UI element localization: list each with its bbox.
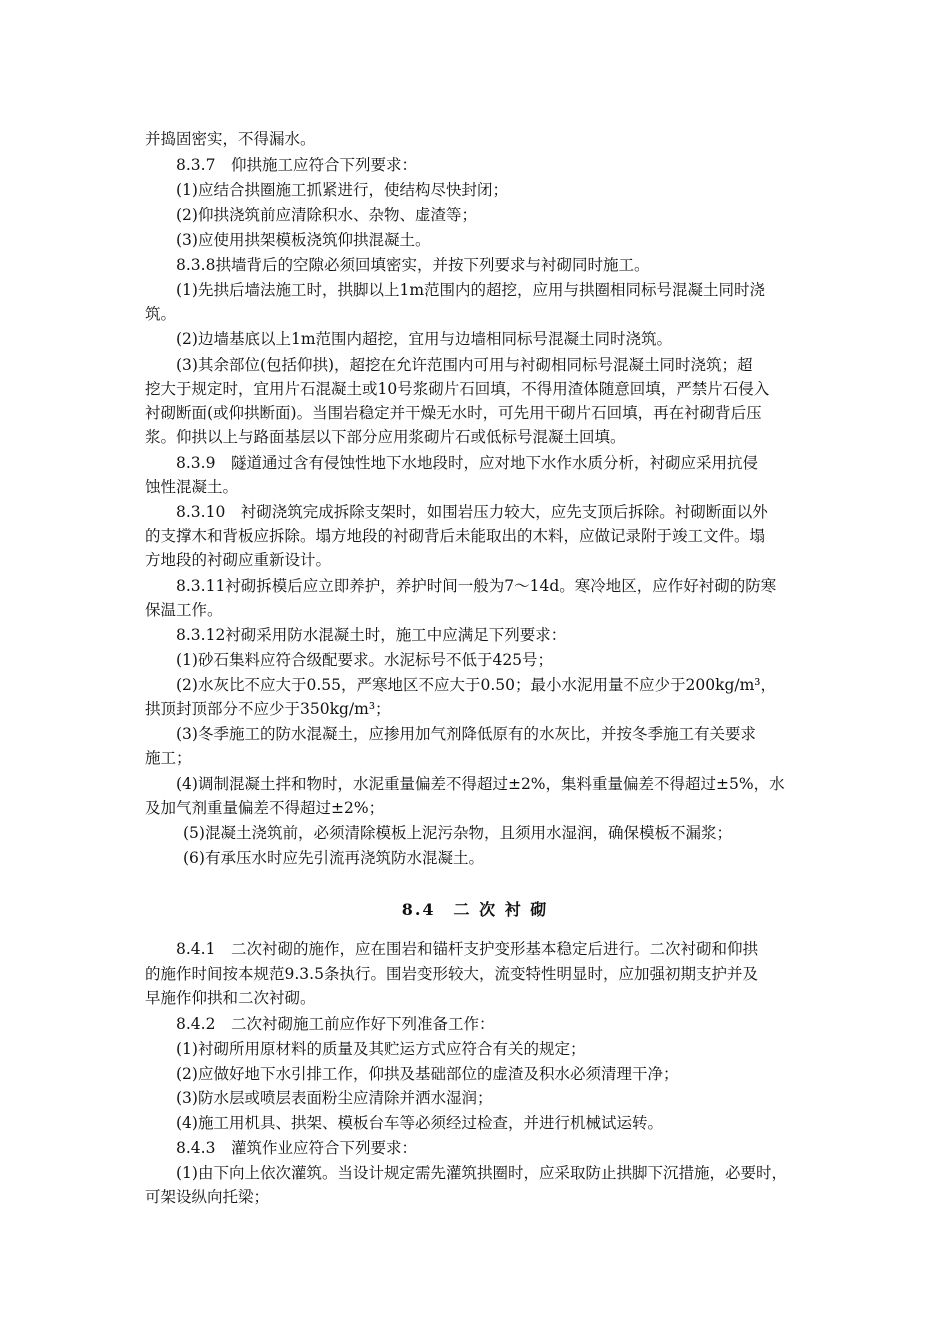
clause-8-3-11: 8.3.11衬砌拆模后应立即养护，养护时间一般为7～14d。寒冷地区，应作好衬砌的防寒 (176, 577, 777, 595)
text-line: (4)施工用机具、拱架、模板台车等必须经过检查，并进行机械试运转。 (176, 1114, 663, 1132)
text-line: 方地段的衬砌应重新设计。 (145, 551, 332, 569)
text-line: (3)应使用拱架模板浇筑仰拱混凝土。 (176, 231, 431, 249)
text-line: 并捣固密实，不得漏水。 (145, 130, 316, 148)
text-line: (6)有承压水时应先引流再浇筑防水混凝土。 (183, 849, 484, 867)
text-line: 衬砌断面(或仰拱断面)。当围岩稳定并干燥无水时，可先用干砌片石回填，再在衬砌背后压 (145, 404, 762, 422)
text-line: (4)调制混凝土拌和物时，水泥重量偏差不得超过±2%，集料重量偏差不得超过±5%，水 (176, 775, 785, 793)
clause-8-3-9: 8.3.9 隧道通过含有侵蚀性地下水地段时，应对地下水作水质分析，衬砌应采用抗侵 (176, 454, 758, 472)
text-line: (1)先拱后墙法施工时，拱脚以上1m范围内的超挖，应用与拱圈相同标号混凝土同时浇 (176, 281, 766, 299)
text-line: (3)防水层或喷层表面粉尘应清除并洒水湿润； (176, 1089, 493, 1107)
text-line: 保温工作。 (145, 601, 223, 619)
text-line: (3)冬季施工的防水混凝土，应掺用加气剂降低原有的水灰比，并按冬季施工有关要求 (176, 725, 756, 743)
text-line: 挖大于规定时，宜用片石混凝土或10号浆砌片石回填，不得用渣体随意回填，严禁片石侵入 (145, 380, 770, 398)
text-line: 蚀性混凝土。 (145, 478, 239, 496)
clause-8-3-8: 8.3.8拱墙背后的空隙必须回填密实，并按下列要求与衬砌同时施工。 (176, 256, 650, 274)
text-line: 浆。仰拱以上与路面基层以下部分应用浆砌片石或低标号混凝土回填。 (145, 428, 626, 446)
text-line: (1)应结合拱圈施工抓紧进行，使结构尽快封闭； (176, 181, 508, 199)
text-line: 及加气剂重量偏差不得超过±2%； (145, 799, 385, 817)
text-line: (3)其余部位(包括仰拱)，超挖在允许范围内可用与衬砌相同标号混凝土同时浇筑；超 (176, 356, 753, 374)
text-line: 的支撑木和背板应拆除。塌方地段的衬砌背后未能取出的木料，应做记录附于竣工文件。塌 (145, 527, 766, 545)
clause-8-3-10: 8.3.10 衬砌浇筑完成拆除支架时，如围岩压力较大，应先支顶后拆除。衬砌断面以外 (176, 503, 768, 521)
text-line: (2)应做好地下水引排工作，仰拱及基础部位的虚渣及积水必须清理干净； (176, 1065, 679, 1083)
clause-8-4-1: 8.4.1 二次衬砌的施作，应在围岩和锚杆支护变形基本稳定后进行。二次衬砌和仰拱 (176, 940, 758, 958)
text-line: 早施作仰拱和二次衬砌。 (145, 989, 316, 1007)
text-line: 筑。 (145, 305, 177, 323)
text-line: (2)仰拱浇筑前应清除积水、杂物、虚渣等； (176, 206, 477, 224)
text-line: (2)边墙基底以上1m范围内超挖，宜用与边墙相同标号混凝土同时浇筑。 (176, 330, 673, 348)
clause-8-3-12: 8.3.12衬砌采用防水混凝土时，施工中应满足下列要求： (176, 626, 567, 644)
text-line: (5)混凝土浇筑前，必须清除模板上泥污杂物，且须用水湿润，确保模板不漏浆； (183, 824, 732, 842)
text-line: (1)由下向上依次灌筑。当设计规定需先灌筑拱圈时，应采取防止拱脚下沉措施，必要时， (176, 1164, 787, 1182)
text-line: 施工； (145, 749, 192, 767)
text-line: (1)衬砌所用原材料的质量及其贮运方式应符合有关的规定； (176, 1040, 586, 1058)
text-line: (1)砂石集料应符合级配要求。水泥标号不低于425号； (176, 651, 554, 669)
clause-8-4-3: 8.4.3 灌筑作业应符合下列要求： (176, 1139, 417, 1157)
text-line: 拱顶封顶部分不应少于350kg/m³； (145, 700, 391, 718)
clause-8-3-7: 8.3.7 仰拱施工应符合下列要求： (176, 156, 417, 174)
text-line: 可架设纵向托梁； (145, 1188, 270, 1206)
clause-8-4-2: 8.4.2 二次衬砌施工前应作好下列准备工作： (176, 1015, 495, 1033)
text-line: (2)水灰比不应大于0.55，严寒地区不应大于0.50；最小水泥用量不应少于200kg/m³， (176, 676, 777, 694)
section-heading: 8.4 二 次 衬 砌 (401, 900, 549, 919)
text-line: 的施作时间按本规范9.3.5条执行。围岩变形较大，流变特性明显时，应加强初期支护并及 (145, 965, 758, 983)
